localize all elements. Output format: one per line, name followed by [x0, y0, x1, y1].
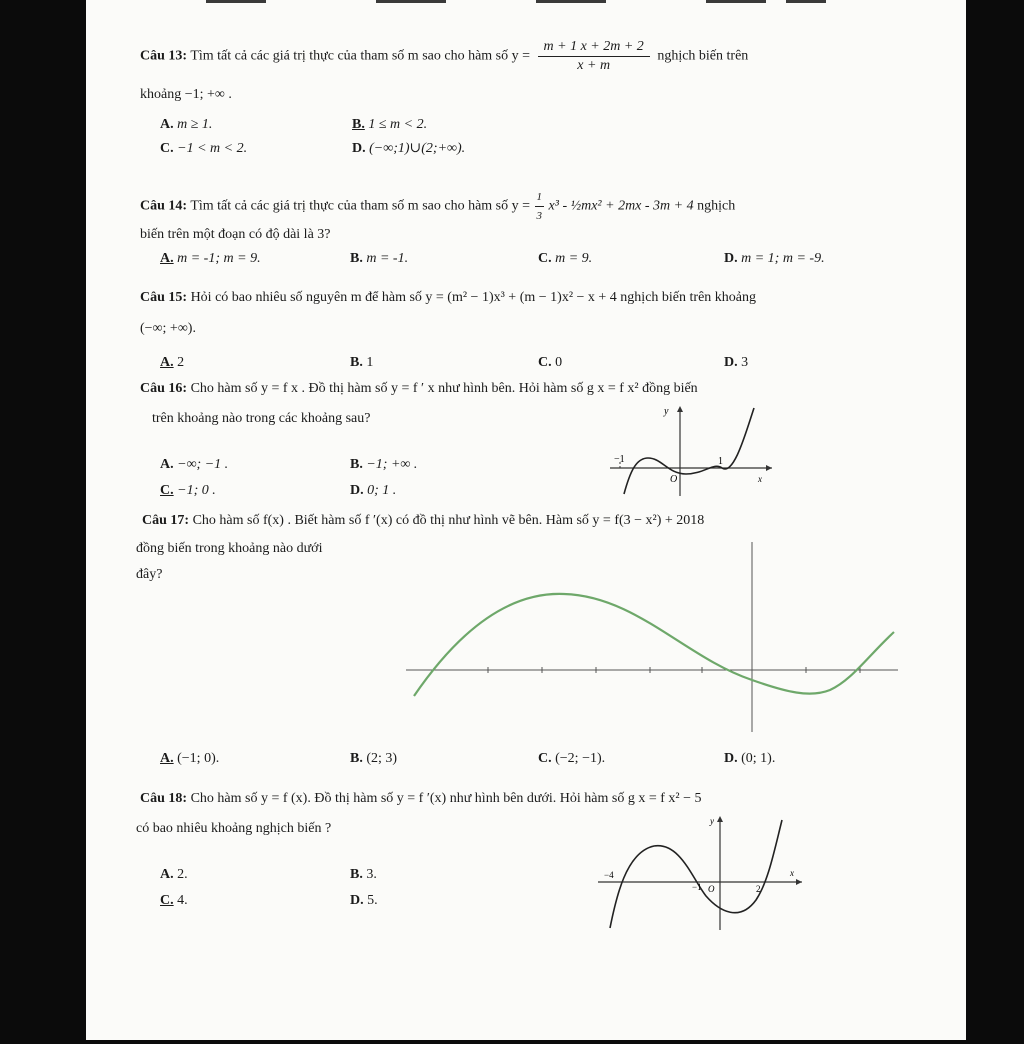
q13-stem: [140, 38, 748, 75]
option-text: (−1; 0).: [177, 751, 220, 766]
q18-option-c[interactable]: [160, 892, 188, 910]
option-text: 5.: [367, 893, 378, 908]
q15-text: Hỏi có bao nhiêu số nguyên m để hàm số y = (m² − 1)x³ + (m − 1)x² − x + 4 nghịch biến trên khoảng: [190, 290, 756, 305]
option-label: C.: [160, 893, 174, 908]
option-text: (0; 1).: [741, 751, 776, 766]
q16-label: Câu 16:: [140, 381, 188, 396]
option-label: A.: [160, 457, 174, 472]
option-text: 3.: [366, 867, 377, 882]
q13-option-a[interactable]: [160, 116, 212, 134]
option-text: 0: [555, 355, 563, 370]
q15-option-d[interactable]: [724, 354, 748, 372]
option-text: 3: [741, 355, 749, 370]
origin-label: O: [670, 474, 678, 485]
option-label: C.: [538, 251, 552, 266]
y-label: y: [664, 406, 669, 417]
option-label: A.: [160, 355, 174, 370]
option-text: −1 < m < 2.: [177, 141, 248, 156]
x-axis-arrow: [796, 879, 802, 885]
q17-label: Câu 17:: [142, 513, 190, 528]
tick-minus-4: −4: [604, 870, 614, 880]
q13-frac-num: m + 1 x + 2m + 2: [538, 38, 650, 57]
tick-minus-1: −1: [692, 882, 702, 892]
y-axis-arrow: [677, 406, 683, 412]
q14-frac-num: 1: [535, 188, 545, 207]
q17-text: Cho hàm số f(x) . Biết hàm số f ′(x) có đồ thị như hình vẽ bên. Hàm số y = f(3 − x²) + 2018: [192, 513, 705, 528]
option-label: B.: [350, 751, 363, 766]
cropped-previous-line: [86, 0, 966, 8]
option-label: B.: [350, 355, 363, 370]
q18-label: Câu 18:: [140, 791, 188, 806]
q16-line2: trên khoảng nào trong các khoảng sau?: [152, 411, 371, 426]
q18-line2: có bao nhiêu khoảng nghịch biến ?: [136, 821, 332, 836]
q17-option-c[interactable]: [538, 750, 605, 768]
q15-option-b[interactable]: [350, 354, 373, 372]
option-label: D.: [352, 141, 366, 156]
q17-option-d[interactable]: [724, 750, 775, 768]
q18-option-d[interactable]: [350, 892, 378, 910]
option-label: D.: [350, 893, 364, 908]
q14-fraction: [535, 188, 545, 225]
q13-text: Tìm tất cả các giá trị thực của tham số m sao cho hàm số y =: [190, 48, 531, 64]
option-label: A.: [160, 117, 174, 132]
q14-line2: biến trên một đoạn có độ dài là 3?: [140, 227, 331, 242]
option-label: C.: [160, 141, 174, 156]
y-label: y: [710, 816, 714, 826]
option-label: D.: [724, 355, 738, 370]
option-label: B.: [350, 457, 363, 472]
option-text: m = 9.: [555, 251, 593, 266]
q17-option-a[interactable]: [160, 750, 219, 768]
q14-stem: [140, 188, 735, 225]
option-text: (−2; −1).: [555, 751, 606, 766]
q14-option-c[interactable]: [538, 250, 592, 268]
option-label: C.: [160, 483, 174, 498]
option-label: C.: [538, 751, 552, 766]
option-text: m ≥ 1.: [177, 117, 213, 132]
tick-plus-1: 1: [718, 456, 723, 467]
option-text: 2: [177, 355, 185, 370]
q14-tail: nghịch: [697, 198, 736, 214]
q14-option-a[interactable]: [160, 250, 261, 268]
option-text: m = -1.: [366, 251, 409, 266]
q15-label: Câu 15:: [140, 290, 188, 305]
option-label: D.: [724, 751, 738, 766]
tick-plus-2: 2: [756, 884, 761, 894]
option-text: −1; 0 .: [177, 483, 216, 498]
q13-tail: nghịch biến trên: [657, 48, 749, 64]
q18-stem: [140, 790, 702, 808]
q17-derivative-graph: [406, 540, 906, 734]
curve-fprime: [624, 408, 754, 494]
q15-option-c[interactable]: [538, 354, 562, 372]
q17-option-b[interactable]: [350, 750, 397, 768]
q14-label: Câu 14:: [140, 198, 188, 214]
document-page: [86, 0, 966, 1040]
q18-option-a[interactable]: [160, 866, 188, 884]
q13-option-b[interactable]: [352, 116, 427, 134]
q17-stem: [142, 512, 704, 530]
option-label: B.: [350, 251, 363, 266]
option-label: A.: [160, 251, 174, 266]
q13-label: Câu 13:: [140, 48, 188, 64]
q13-option-c[interactable]: [160, 140, 247, 158]
q14-text: Tìm tất cả các giá trị thực của tham số m sao cho hàm số y =: [190, 198, 534, 214]
q14-frac-den: 3: [536, 210, 543, 222]
option-text: 2.: [177, 867, 188, 882]
q16-option-a[interactable]: [160, 456, 228, 474]
q18-text: Cho hàm số y = f (x). Đồ thị hàm số y = f ′(x) như hình bên dưới. Hỏi hàm số g x = f x² − 5: [190, 791, 702, 806]
q13-option-d[interactable]: [352, 140, 465, 158]
option-text: −∞; −1 .: [177, 457, 229, 472]
curve-fprime: [414, 594, 894, 696]
option-label: C.: [538, 355, 552, 370]
q15-line2: (−∞; +∞).: [140, 321, 196, 336]
q14-formula: x³ - ½mx² + 2mx - 3m + 4: [548, 198, 694, 214]
option-label: A.: [160, 867, 174, 882]
q13-line2: khoảng −1; +∞ .: [140, 87, 232, 102]
option-text: 0; 1 .: [367, 483, 397, 498]
q16-text: Cho hàm số y = f x . Đồ thị hàm số y = f ′ x như hình bên. Hỏi hàm số g x = f x² đồng biến: [190, 381, 698, 396]
q16-option-b[interactable]: [350, 456, 417, 474]
y-axis-arrow: [717, 816, 723, 822]
q15-stem: [140, 289, 756, 307]
q16-stem: [140, 380, 698, 398]
q17-line2: đồng biến trong khoảng nào dưới: [136, 541, 323, 556]
option-text: 1 ≤ m < 2.: [368, 117, 428, 132]
q18-derivative-graph: [596, 812, 806, 932]
q14-option-b[interactable]: [350, 250, 408, 268]
curve-fprime: [610, 820, 782, 928]
x-axis-arrow: [766, 465, 772, 471]
q16-option-d[interactable]: [350, 482, 396, 500]
option-text: (−∞;1)∪(2;+∞).: [369, 141, 466, 156]
option-text: 1: [366, 355, 374, 370]
option-label: D.: [350, 483, 364, 498]
option-text: m = 1; m = -9.: [741, 251, 825, 266]
option-text: (2; 3): [366, 751, 398, 766]
x-label: x: [758, 474, 762, 484]
option-text: −1; +∞ .: [366, 457, 418, 472]
q15-option-a[interactable]: [160, 354, 184, 372]
q14-option-d[interactable]: [724, 250, 825, 268]
q18-option-b[interactable]: [350, 866, 377, 884]
q16-derivative-graph: [606, 402, 776, 498]
option-text: m = -1; m = 9.: [177, 251, 261, 266]
q17-line3: đây?: [136, 567, 163, 582]
x-label: x: [790, 868, 794, 878]
option-text: 4.: [177, 893, 188, 908]
option-label: B.: [352, 117, 365, 132]
q16-option-c[interactable]: [160, 482, 216, 500]
option-label: B.: [350, 867, 363, 882]
option-label: D.: [724, 251, 738, 266]
q13-fraction: [538, 38, 650, 75]
q13-frac-den: x + m: [577, 58, 611, 73]
origin-label: O: [708, 884, 715, 894]
tick-minus-1: −1: [614, 454, 625, 465]
option-label: A.: [160, 751, 174, 766]
